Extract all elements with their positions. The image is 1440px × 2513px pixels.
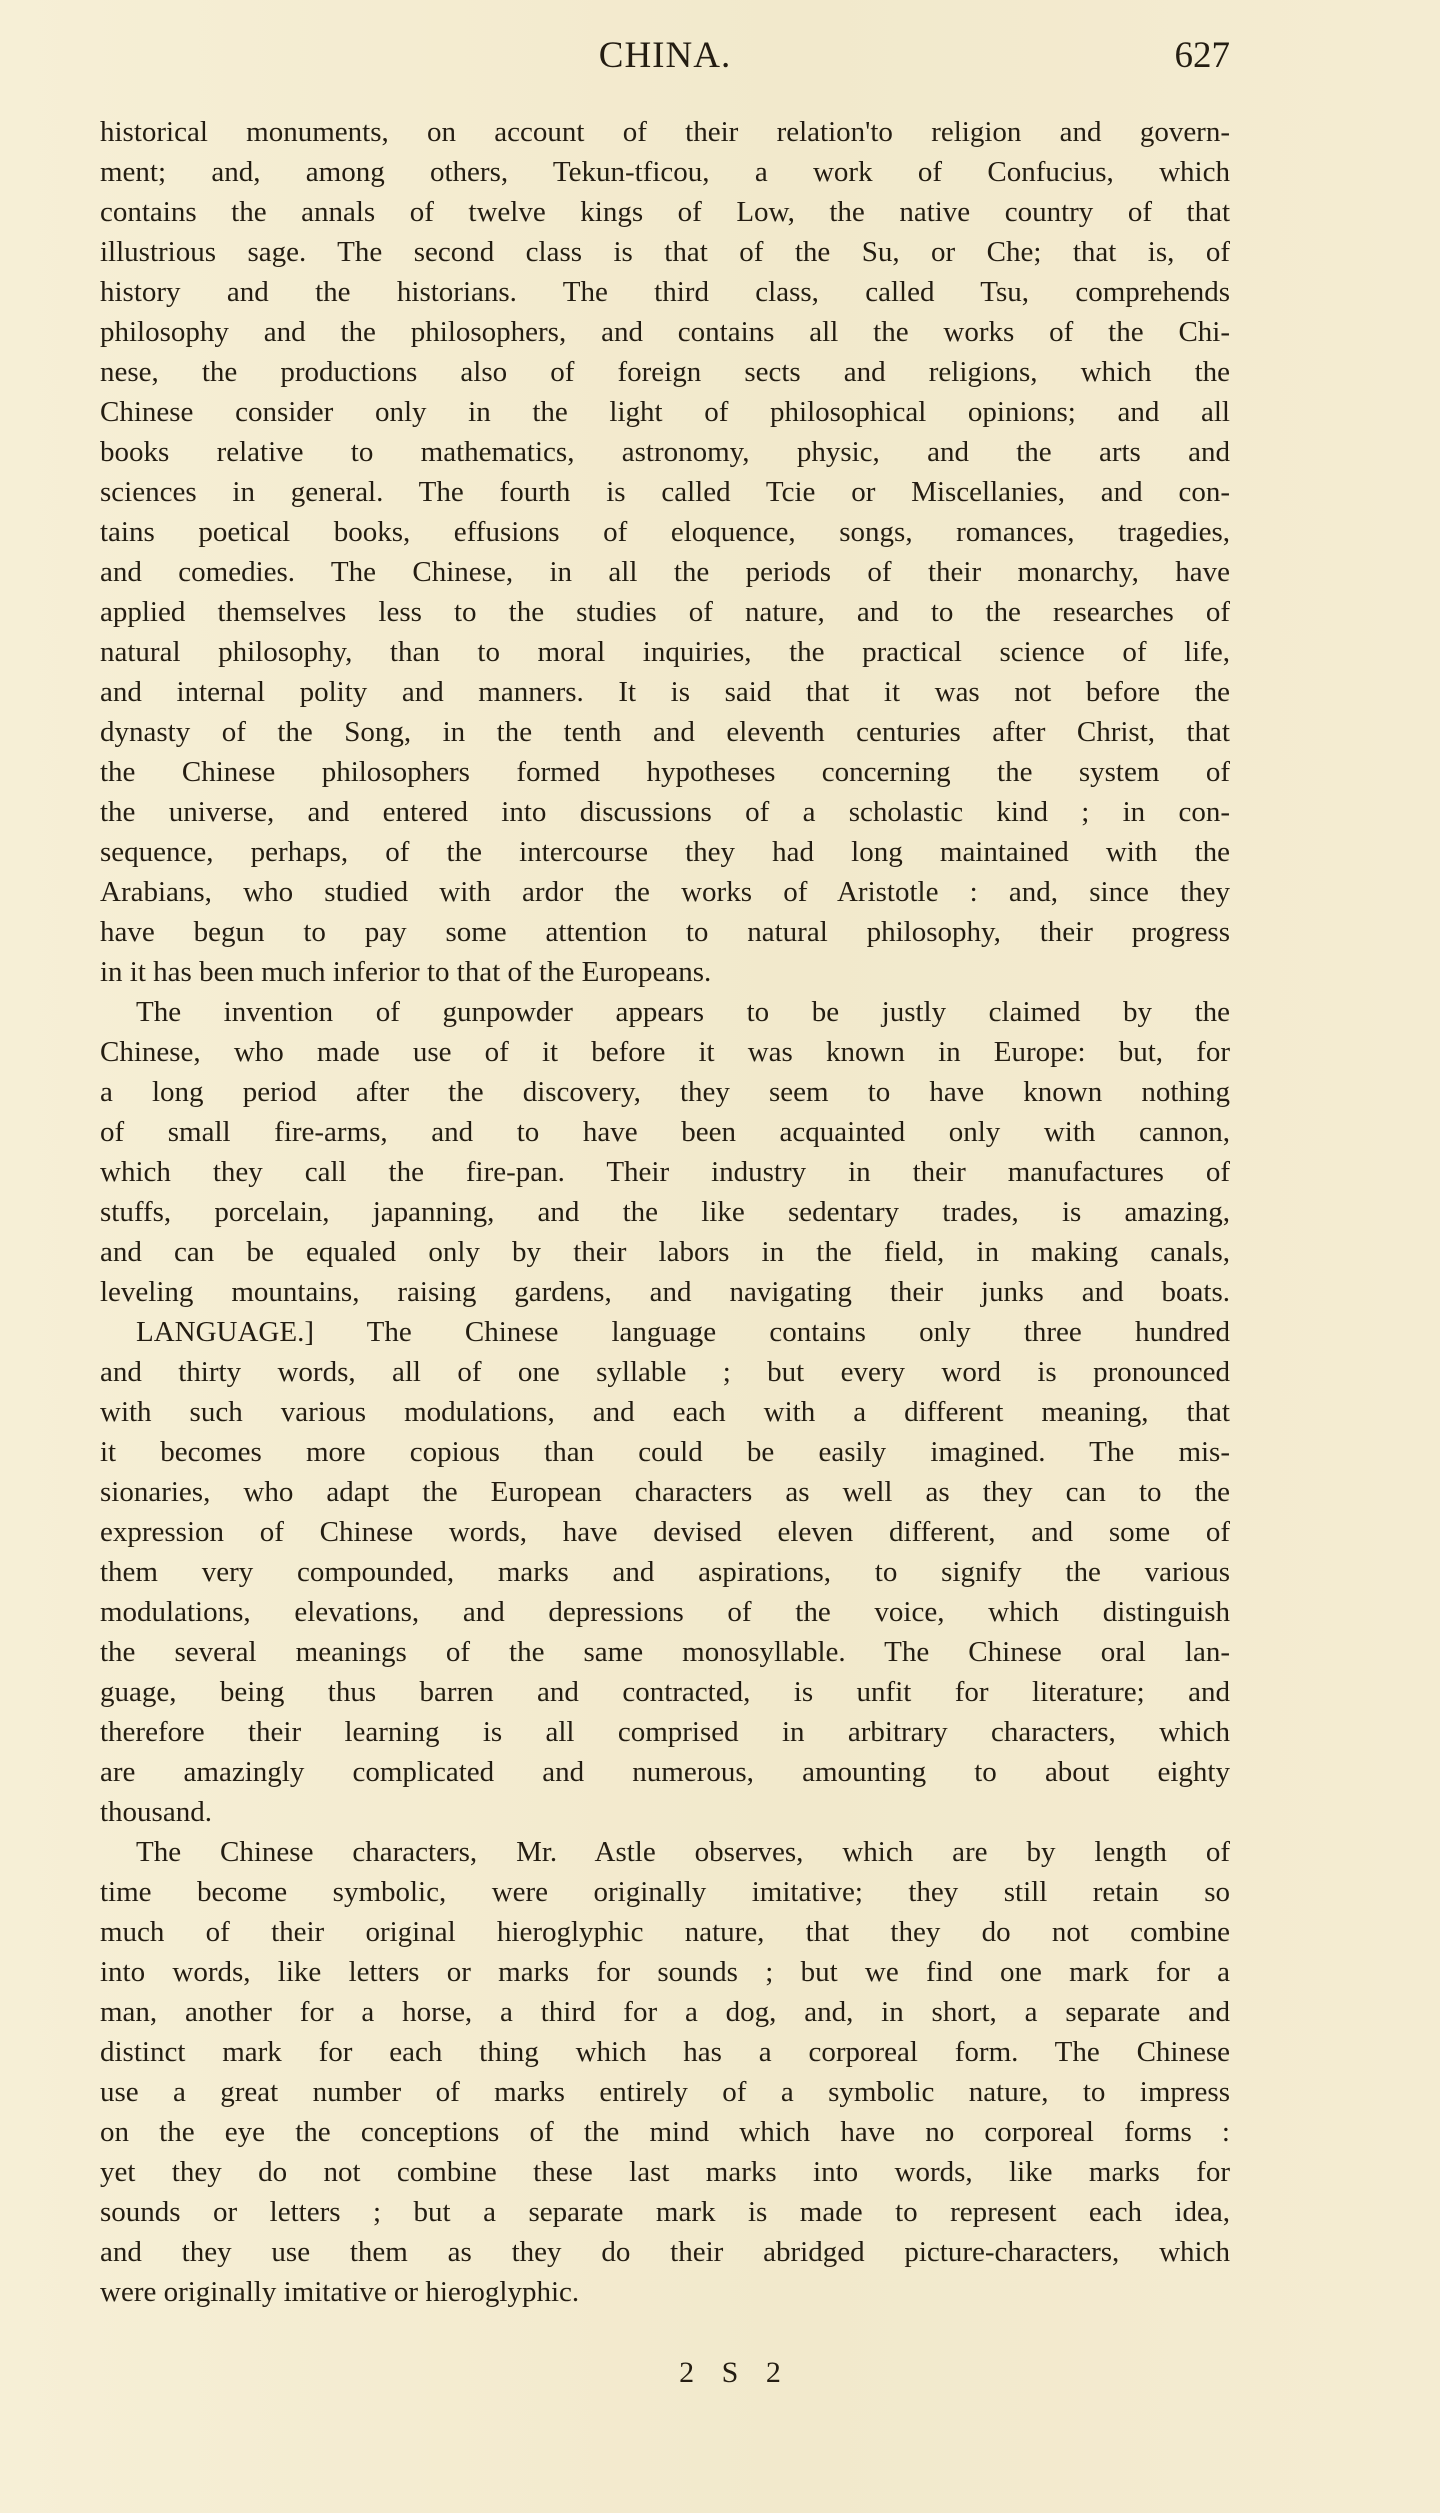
paragraph-start-line: The Chinese characters, Mr. Astle observes, which are by length of [136,1836,1230,1868]
text-line: dynasty of the Song, in the tenth and eleventh centuries after Christ, that [100,716,1230,748]
text-line: of small fire-arms, and to have been acquainted only with cannon, [100,1116,1230,1148]
text-line: and they use them as they do their abridged picture-characters, which [100,2236,1230,2268]
text-line: historical monuments, on account of their relation'to religion and govern- [100,116,1230,148]
text-line: which they call the fire-pan. Their industry in their manufactures of [100,1156,1230,1188]
page-number: 627 [1174,35,1230,76]
text-line: books relative to mathematics, astronomy, physic, and the arts and [100,436,1230,468]
text-line: much of their original hieroglyphic nature, that they do not combine [100,1916,1230,1948]
text-line: and thirty words, all of one syllable ; but every word is pronounced [100,1356,1230,1388]
text-line: on the eye the conceptions of the mind which have no corporeal forms : [100,2116,1230,2148]
section-heading-line: LANGUAGE.] The Chinese language contains only three hundred [136,1316,1230,1348]
running-head: CHINA. [598,35,732,76]
text-line: leveling mountains, raising gardens, and navigating their junks and boats. [100,1276,1230,1308]
body-text [100,112,1230,2312]
text-line: use a great number of marks entirely of a symbolic nature, to impress [100,2076,1230,2108]
paragraph-start-line: The invention of gunpowder appears to be justly claimed by the [136,996,1230,1028]
text-line: are amazingly complicated and numerous, amounting to about eighty [100,1756,1230,1788]
text-line: sounds or letters ; but a separate mark is made to represent each idea, [100,2196,1230,2228]
text-line: ment; and, among others, Tekun-tficou, a work of Confucius, which [100,156,1230,188]
text-line: into words, like letters or marks for sounds ; but we find one mark for a [100,1956,1230,1988]
paragraph-end-line: in it has been much inferior to that of the Europeans. [100,956,712,988]
page-header [100,34,1230,82]
text-line: contains the annals of twelve kings of Low, the native country of that [100,196,1230,228]
text-line: stuffs, porcelain, japanning, and the like sedentary trades, is amazing, [100,1196,1230,1228]
text-line: and internal polity and manners. It is said that it was not before the [100,676,1230,708]
text-line: have begun to pay some attention to natural philosophy, their progress [100,916,1230,948]
text-line: Arabians, who studied with ardor the works of Aristotle : and, since they [100,876,1230,908]
text-line: applied themselves less to the studies of nature, and to the researches of [100,596,1230,628]
text-line: the several meanings of the same monosyllable. The Chinese oral lan- [100,1636,1230,1668]
text-line: a long period after the discovery, they seem to have known nothing [100,1076,1230,1108]
text-line: and comedies. The Chinese, in all the periods of their monarchy, have [100,556,1230,588]
text-line: man, another for a horse, a third for a dog, and, in short, a separate and [100,1996,1230,2028]
text-line: and can be equaled only by their labors in the field, in making canals, [100,1236,1230,1268]
text-line: them very compounded, marks and aspirations, to signify the various [100,1556,1230,1588]
text-line: illustrious sage. The second class is that of the Su, or Che; that is, of [100,236,1230,268]
text-line: therefore their learning is all comprised in arbitrary characters, which [100,1716,1230,1748]
text-line: distinct mark for each thing which has a corporeal form. The Chinese [100,2036,1230,2068]
text-line: modulations, elevations, and depressions of the voice, which distinguish [100,1596,1230,1628]
text-line: natural philosophy, than to moral inquiries, the practical science of life, [100,636,1230,668]
text-line: history and the historians. The third class, called Tsu, comprehends [100,276,1230,308]
text-line: it becomes more copious than could be easily imagined. The mis- [100,1436,1230,1468]
text-line: expression of Chinese words, have devised eleven different, and some of [100,1516,1230,1548]
text-line: nese, the productions also of foreign sects and religions, which the [100,356,1230,388]
text-line: the Chinese philosophers formed hypotheses concerning the system of [100,756,1230,788]
text-line: with such various modulations, and each with a different meaning, that [100,1396,1230,1428]
text-line: the universe, and entered into discussions of a scholastic kind ; in con- [100,796,1230,828]
text-line: Chinese consider only in the light of philosophical opinions; and all [100,396,1230,428]
text-line: tains poetical books, effusions of eloquence, songs, romances, tragedies, [100,516,1230,548]
signature-mark: 2 S 2 [679,2356,791,2389]
text-line: sciences in general. The fourth is called Tcie or Miscellanies, and con- [100,476,1230,508]
text-line: time become symbolic, were originally imitative; they still retain so [100,1876,1230,1908]
text-line: Chinese, who made use of it before it was known in Europe: but, for [100,1036,1230,1068]
text-line: sequence, perhaps, of the intercourse they had long maintained with the [100,836,1230,868]
text-line: philosophy and the philosophers, and contains all the works of the Chi- [100,316,1230,348]
text-line: yet they do not combine these last marks into words, like marks for [100,2156,1230,2188]
paragraph-end-line: were originally imitative or hieroglyphic. [100,2276,580,2308]
paragraph-end-line: thousand. [100,1796,212,1828]
text-line: sionaries, who adapt the European characters as well as they can to the [100,1476,1230,1508]
text-line: guage, being thus barren and contracted, is unfit for literature; and [100,1676,1230,1708]
